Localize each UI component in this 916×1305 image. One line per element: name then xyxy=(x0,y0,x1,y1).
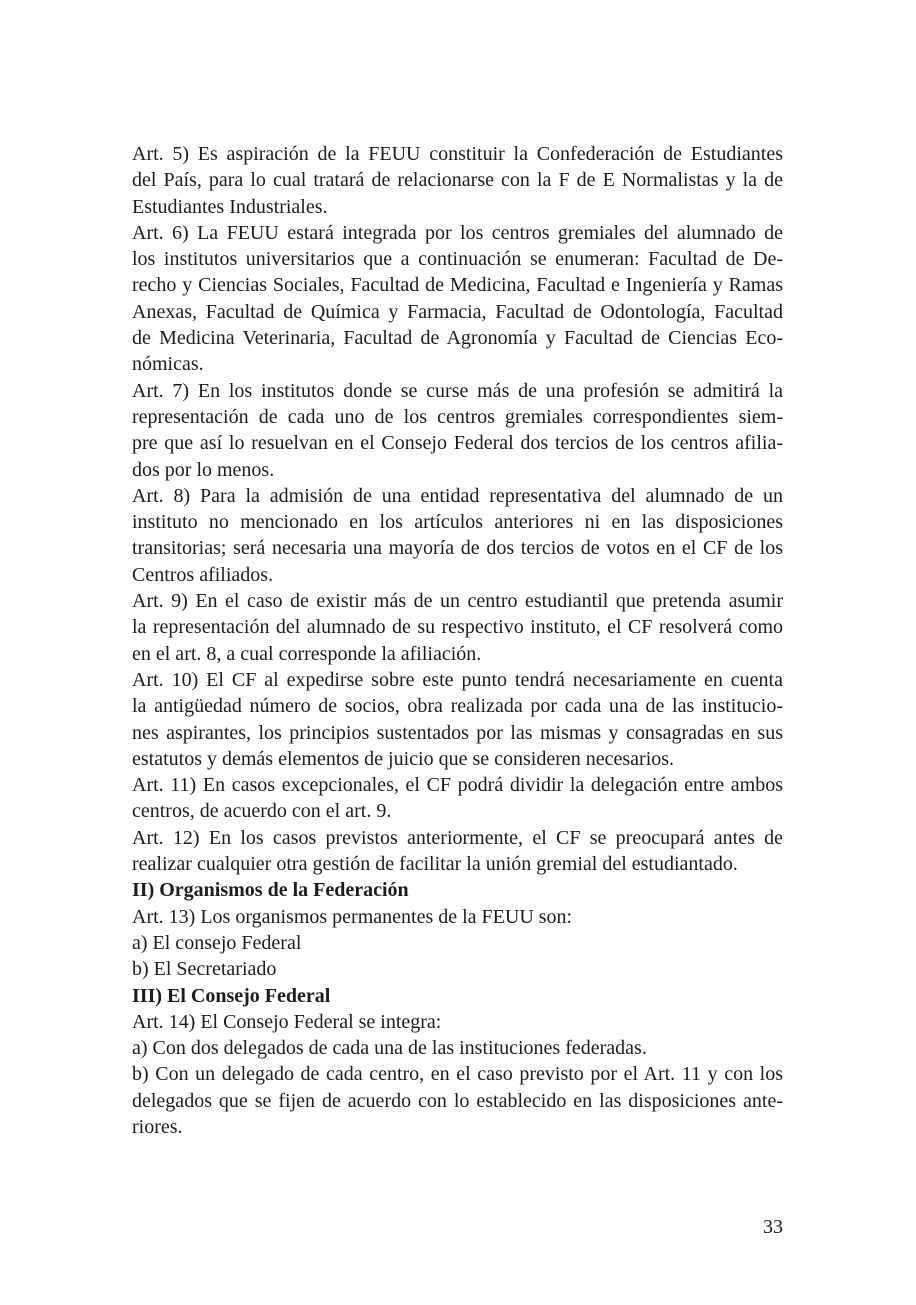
text-line: transitorias; será necesaria una mayoría de dos tercios de votos en el CF de los xyxy=(132,537,783,560)
text-line: II) Organismos de la Federación xyxy=(132,879,409,902)
text-line: Centros afiliados. xyxy=(132,563,274,586)
text-line: Anexas, Facultad de Química y Farmacia, Facultad de Odontología, Facultad xyxy=(132,300,783,323)
text-line: b) El Secretariado xyxy=(132,958,277,981)
text-line: la representación del alumnado de su respectivo instituto, el CF resolverá como xyxy=(132,616,783,639)
text-line: a) Con dos delegados de cada una de las instituciones federadas. xyxy=(132,1037,647,1060)
text-line: Art. 14) El Consejo Federal se integra: xyxy=(132,1010,442,1033)
text-line: Art. 12) En los casos previstos anteriormente, el CF se preocupará antes de xyxy=(132,826,783,849)
paragraph xyxy=(132,1061,783,1140)
paragraph xyxy=(132,667,783,772)
text-line: instituto no mencionado en los artículos anteriores ni en las disposiciones xyxy=(132,511,783,534)
paragraph xyxy=(132,930,783,956)
text-line: del País, para lo cual tratará de relacionarse con la F de E Normalistas y la de xyxy=(132,169,783,192)
text-line: Art. 11) En casos excepcionales, el CF podrá dividir la delegación entre ambos xyxy=(132,774,783,797)
text-line: delegados que se fijen de acuerdo con lo establecido en las disposiciones ante- xyxy=(132,1089,783,1112)
paragraph xyxy=(132,483,783,588)
text-line: de Medicina Veterinaria, Facultad de Agronomía y Facultad de Ciencias Eco- xyxy=(132,327,783,350)
text-line: Estudiantes Industriales. xyxy=(132,195,328,218)
section-heading xyxy=(132,983,783,1009)
paragraph xyxy=(132,1035,783,1061)
paragraph xyxy=(132,772,783,825)
text-line: centros, de acuerdo con el art. 9. xyxy=(132,800,392,823)
text-line: Art. 13) Los organismos permanentes de la FEUU son: xyxy=(132,905,573,928)
paragraph xyxy=(132,378,783,483)
text-line: riores. xyxy=(132,1115,183,1138)
paragraph xyxy=(132,1009,783,1035)
page-body xyxy=(132,141,783,1140)
text-line: recho y Ciencias Sociales, Facultad de Medicina, Facultad e Ingeniería y Ramas xyxy=(132,274,783,297)
text-line: la antigüedad número de socios, obra realizada por cada una de las institucio- xyxy=(132,695,783,718)
text-line: estatutos y demás elementos de juicio que se consideren necesarios. xyxy=(132,747,675,770)
text-line: dos por lo menos. xyxy=(132,458,275,481)
text-line: en el art. 8, a cual corresponde la afiliación. xyxy=(132,642,482,665)
text-line: Art. 7) En los institutos donde se curse más de una profesión se admitirá la xyxy=(132,379,783,402)
text-line: b) Con un delegado de cada centro, en el caso previsto por el Art. 11 y con los xyxy=(132,1063,783,1086)
paragraph xyxy=(132,956,783,982)
text-line: Art. 10) El CF al expedirse sobre este punto tendrá necesariamente en cuenta xyxy=(132,668,783,691)
text-line: pre que así lo resuelvan en el Consejo Federal dos tercios de los centros afilia- xyxy=(132,432,783,455)
text-line: representación de cada uno de los centros gremiales correspondientes siem- xyxy=(132,405,783,428)
paragraph xyxy=(132,904,783,930)
text-line: nómicas. xyxy=(132,353,204,376)
page-number: 33 xyxy=(763,1216,783,1238)
paragraph xyxy=(132,141,783,220)
text-line: realizar cualquier otra gestión de facilitar la unión gremial del estudiantado. xyxy=(132,853,738,876)
section-heading xyxy=(132,877,783,903)
text-line: a) El consejo Federal xyxy=(132,931,302,954)
text-line: Art. 9) En el caso de existir más de un centro estudiantil que pretenda asumir xyxy=(132,590,783,613)
text-line: Art. 6) La FEUU estará integrada por los centros gremiales del alumnado de xyxy=(132,221,783,244)
text-line: III) El Consejo Federal xyxy=(132,984,331,1007)
text-line: Art. 5) Es aspiración de la FEUU constituir la Confederación de Estudiantes xyxy=(132,143,783,165)
text-line: los institutos universitarios que a continuación se enumeran: Facultad de De- xyxy=(132,248,783,271)
text-line: nes aspirantes, los principios sustentados por las mismas y consagradas en sus xyxy=(132,721,783,744)
paragraph xyxy=(132,220,783,378)
text-line: Art. 8) Para la admisión de una entidad representativa del alumnado de un xyxy=(132,484,783,507)
paragraph xyxy=(132,588,783,667)
paragraph xyxy=(132,825,783,878)
